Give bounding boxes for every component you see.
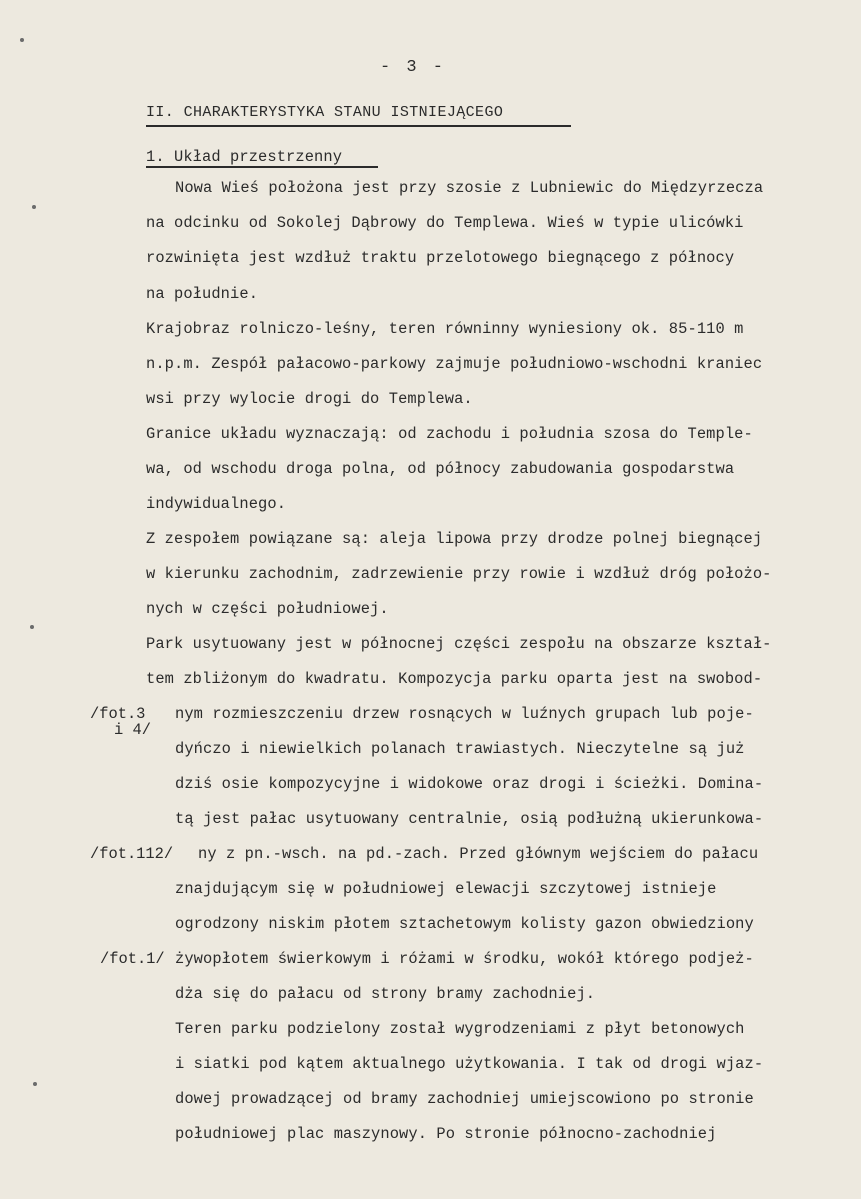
text-line-4: na południe. [146, 285, 259, 303]
paper-speck [32, 205, 36, 209]
section-title: II. CHARAKTERYSTYKA STANU ISTNIEJĄCEGO [146, 104, 504, 121]
margin-note-fot-3-cont: i 4/ [114, 721, 151, 739]
text-line-23: żywopłotem świerkowym i różami w środku, wokół którego podjeż- [175, 950, 754, 968]
subsection-title: 1. Układ przestrzenny [146, 148, 343, 166]
text-line-20: ny z pn.-wsch. na pd.-zach. Przed głównym wejściem do pałacu [198, 845, 759, 863]
margin-note-fot-112: /fot.112/ [90, 845, 174, 863]
text-line-8: Granice układu wyznaczają: od zachodu i południa szosa do Temple- [146, 425, 753, 443]
text-line-18: dziś osie kompozycyjne i widokowe oraz drogi i ścieżki. Domina- [175, 775, 764, 793]
text-line-7: wsi przy wylocie drogi do Templewa. [146, 390, 473, 408]
text-line-16: nym rozmieszczeniu drzew rosnących w luźnych grupach lub poje- [175, 705, 754, 723]
text-line-19: tą jest pałac usytuowany centralnie, osią podłużną ukierunkowa- [175, 810, 764, 828]
text-line-28: południowej plac maszynowy. Po stronie północno-zachodniej [175, 1125, 717, 1143]
paper-speck [20, 38, 24, 42]
paper-speck [30, 625, 34, 629]
text-line-13: nych w części południowej. [146, 600, 389, 618]
text-line-2: na odcinku od Sokolej Dąbrowy do Templewa. Wieś w typie ulicówki [146, 214, 744, 232]
text-line-10: indywidualnego. [146, 495, 287, 513]
text-line-17: dyńczo i niewielkich polanach trawiastych. Nieczytelne są już [175, 740, 745, 758]
text-line-5: Krajobraz rolniczo-leśny, teren równinny wyniesiony ok. 85-110 m [146, 320, 744, 338]
text-line-1: Nowa Wieś położona jest przy szosie z Lubniewic do Międzyrzecza [175, 179, 764, 197]
subsection-title-underline [146, 166, 378, 168]
text-line-21: znajdującym się w południowej elewacji szczytowej istnieje [175, 880, 717, 898]
text-line-14: Park usytuowany jest w północnej części zespołu na obszarze kształ- [146, 635, 772, 653]
text-line-11: Z zespołem powiązane są: aleja lipowa przy drodze polnej biegnącej [146, 530, 763, 548]
text-line-26: i siatki pod kątem aktualnego użytkowania. I tak od drogi wjaz- [175, 1055, 764, 1073]
section-title-underline [146, 125, 571, 127]
text-line-24: dża się do pałacu od strony bramy zachodniej. [175, 985, 596, 1003]
margin-note-fot-1: /fot.1/ [100, 950, 165, 968]
text-line-27: dowej prowadzącej od bramy zachodniej umiejscowiono po stronie [175, 1090, 754, 1108]
page-number: - 3 - [380, 58, 447, 77]
text-line-22: ogrodzony niskim płotem sztachetowym kolisty gazon obwiedziony [175, 915, 754, 933]
paper-speck [33, 1082, 37, 1086]
text-line-12: w kierunku zachodnim, zadrzewienie przy rowie i wzdłuż dróg położo- [146, 565, 772, 583]
text-line-3: rozwinięta jest wzdłuż traktu przelotowego biegnącego z północy [146, 249, 735, 267]
text-line-6: n.p.m. Zespół pałacowo-parkowy zajmuje południowo-wschodni kraniec [146, 355, 763, 373]
text-line-25: Teren parku podzielony został wygrodzeniami z płyt betonowych [175, 1020, 745, 1038]
margin-note-fot-3: /fot.3 [90, 705, 146, 723]
text-line-15: tem zbliżonym do kwadratu. Kompozycja parku oparta jest na swobod- [146, 670, 763, 688]
text-line-9: wa, od wschodu droga polna, od północy zabudowania gospodarstwa [146, 460, 735, 478]
